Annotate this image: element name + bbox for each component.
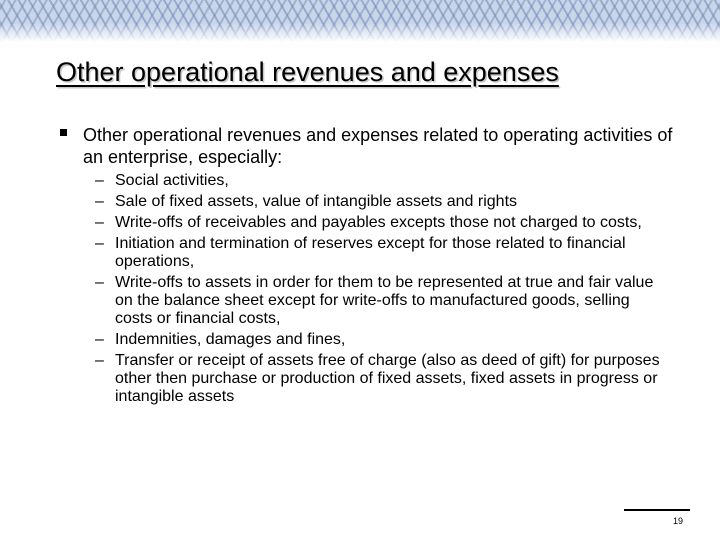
main-bullet-text: Other operational revenues and expenses related to operating activities of an enterprise, especially:	[83, 125, 673, 167]
sub-bullet-text: Write-offs of receivables and payables excepts those not charged to costs,	[115, 214, 642, 231]
sub-bullet-text: Indemnities, damages and fines,	[115, 331, 346, 348]
sub-bullet-item	[95, 214, 660, 232]
sub-bullet-text: Initiation and termination of reserves except for those related to financial operations,	[115, 235, 626, 270]
decorative-banner	[0, 0, 720, 42]
sub-bullet-item	[95, 193, 660, 211]
sub-bullet-item	[95, 352, 660, 406]
dash-bullet-icon: –	[95, 352, 104, 369]
slide-title: Other operational revenues and expenses	[56, 57, 559, 87]
sub-bullet-item	[95, 331, 660, 349]
footer-divider	[624, 509, 690, 511]
dash-bullet-icon: –	[95, 331, 104, 348]
dash-bullet-icon: –	[95, 274, 104, 291]
sub-bullet-item	[95, 235, 660, 271]
page-number: 19	[673, 516, 684, 526]
sub-bullet-text: Write-offs to assets in order for them to be represented at true and fair value on the balance sheet except for write-offs to manufactured goods, selling costs or financial costs,	[115, 274, 654, 327]
dash-bullet-icon: –	[95, 193, 104, 210]
sub-bullet-list	[95, 172, 660, 409]
sub-bullet-text: Transfer or receipt of assets free of charge (also as deed of gift) for purposes other then purchase or production of fixed assets, fixed assets in progress or intangible assets	[115, 352, 660, 405]
sub-bullet-item	[95, 172, 660, 190]
sub-bullet-text: Sale of fixed assets, value of intangible assets and rights	[115, 193, 518, 210]
dash-bullet-icon: –	[95, 214, 104, 231]
main-bullet	[57, 124, 677, 168]
sub-bullet-item	[95, 274, 660, 328]
sub-bullet-text: Social activities,	[115, 172, 229, 189]
dash-bullet-icon: –	[95, 172, 104, 189]
square-bullet-icon	[60, 129, 67, 136]
dash-bullet-icon: –	[95, 235, 104, 252]
